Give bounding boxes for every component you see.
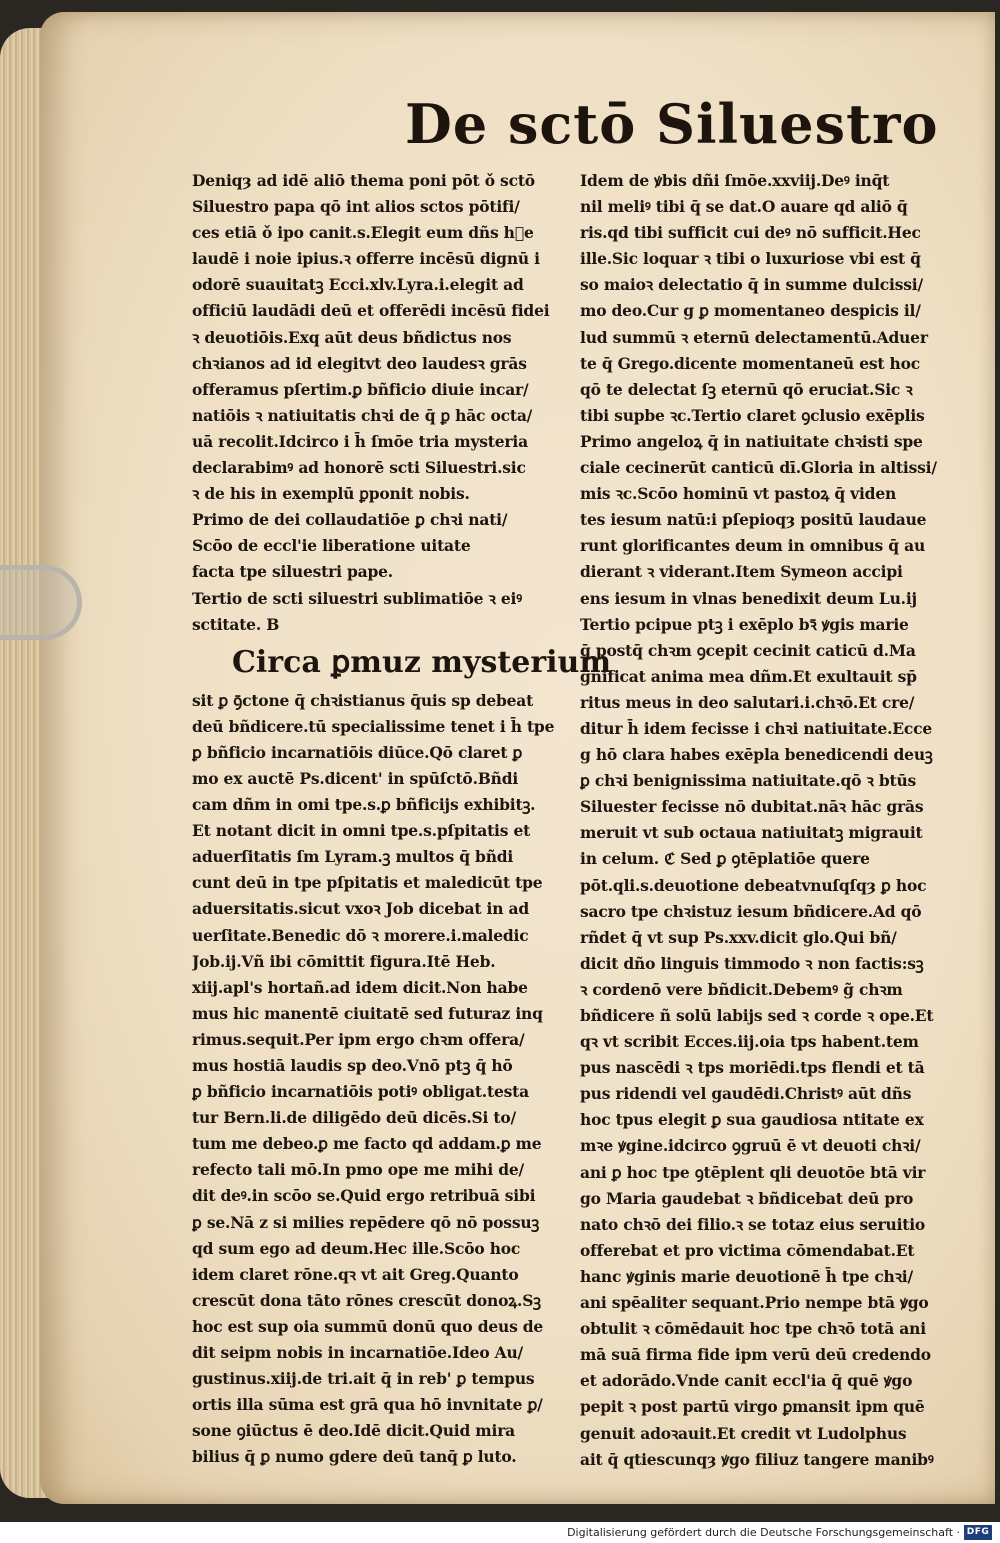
text-line: dicit dño linguis timmodo ꝛ non factis:sꝫ [580,953,924,973]
left-column [192,168,612,1471]
text-line: Siluester fecisse nō dubitat.nāꝛ hāc grās [580,797,924,817]
text-line: mo ex auctē Ps.dicent' in spūſctō.Bñdi [192,768,519,788]
text-line: qꝛ vt scribit Ecces.iij.oia tps habent.tem [580,1032,919,1052]
text-line: odorē suauitatꝫ Ecci.xlv.Lyra.i.elegit ad [192,275,524,295]
text-line: Idem de ꝟbis dñi ſmōe.xxviij.Deꝰ inq̄t [580,171,890,190]
text-line: natiōis ꝛ natiuitatis chꝛi de q̄ ꝑ hāc octa/ [192,405,533,425]
text-line: ani spēaliter sequant.Prio nempe btā ꝟgo [580,1293,929,1313]
text-line: ꝑ chꝛi benignissima natiuitate.qō ꝛ btūs [580,771,917,791]
text-line: aduerſitatis ſm Lyram.ꝫ multos q̄ bñdi [192,847,514,867]
text-line: sctitate. B [192,614,280,634]
text-line: dierant ꝛ viderant.Item Symeon accipi [580,562,903,582]
text-line: laudē i noie ipius.ꝛ offerre incēsū dignū i [192,249,540,269]
text-line: q̄ postq̄ chꝛm ꝯcepit cecinit caticū d.Ma [580,640,916,660]
text-line: ꝛ deuotiōis.Exq aūt deus bñdictus nos [192,327,512,347]
text-line: gnificat anima mea dñm.Et exultauit sp̄ [580,666,917,686]
text-line: tum me debeo.ꝑ me facto qd addam.ꝑ me [192,1134,542,1154]
text-line: rimus.sequit.Per ipm ergo chꝛm offera/ [192,1029,525,1049]
text-line: ꝑ bñficio incarnatiōis potiꝰ obligat.testa [192,1082,529,1102]
text-line: rñdet q̄ vt sup Ps.xxv.dicit glo.Qui bñ/ [580,927,897,947]
text-line: crescūt dona tāto rōnes crescūt donoꝝ.Sꝫ [192,1290,541,1310]
text-line: sit ꝑ ꝯ̄ctone q̄ chꝛistianus q̄uis sp debeat [192,690,534,710]
text-line: cunt deū in tpe pſpitatis et maledicūt tpe [192,873,543,893]
text-line: ꝛ de his in exemplū ꝑponit nobis. [192,484,470,504]
text-line: sone ꝯiūctus ē deo.Idē dicit.Quid mira [192,1421,516,1441]
text-line: qd sum ego ad deum.Hec ille.Scōo hoc [192,1238,521,1258]
text-line: mo deo.Cur g ꝑ momentaneo despicis il/ [580,301,921,321]
text-line: offeramus pſertim.ꝑ bñficio diuie incar/ [192,379,529,399]
text-line: bñdicere ñ solū labijs sed ꝛ corde ꝛ ope.Et [580,1006,934,1025]
text-line: uā recolit.Idcirco i h̄ ſmōe tria mysteria [192,431,528,451]
text-line: lud summū ꝛ eternū delectamentū.Aduer [580,327,928,347]
text-line: hoc tpus elegit ꝑ sua gaudiosa ntitate ex [580,1110,924,1130]
text-line: mus hic manentē ciuitatē sed futuraz inq [192,1003,543,1023]
text-line: obtulit ꝛ cōmēdauit hoc tpe chꝛō totā ani [580,1319,926,1339]
text-line: Scōo de eccl'ie liberatione uitate [192,536,471,556]
text-line: sacro tpe chꝛistuz iesum bñdicere.Ad qō [580,901,922,921]
text-line: Job.ij.Vñ ibi cōmittit figura.Itē Heb. [192,951,496,971]
text-line: mꝛe ꝟgine.idcirco ꝯgruū ē vt deuoti chꝛi/ [580,1136,921,1156]
text-line: dit deꝰ.in scōo se.Quid ergo retribuā sibi [192,1186,536,1206]
text-line: et adorādo.Vnde canit eccl'ia q̄ quē ꝟgo [580,1371,913,1391]
text-line: Deniqȝ ad idē aliō thema poni pōt ǒ sctō [192,171,535,190]
text-line: aduersitatis.sicut vxoꝛ Job dicebat in ad [192,899,529,919]
text-line: chꝛianos ad id elegitvt deo laudesꝛ grās [192,353,527,373]
text-line: ortis illa sūma est grā qua hō invnitate ꝑ/ [192,1395,543,1415]
text-line: in celum. ℭ Sed ꝑ ꝯtēplatiōe quere [580,849,870,869]
text-line: bilius q̄ ꝑ numo gdere deū tanq̄ ꝑ luto. [192,1447,517,1467]
text-line: mā suā firma fide ipm verū deū credendo [580,1345,931,1365]
text-line: officiū laudādi deū et offerēdi incēsū fidei [192,301,550,321]
text-line: meruit vt sub octaua natiuitatꝫ migrauit [580,823,923,843]
text-line: tes iesum natū:i pſepioqȝ positū laudaue [580,510,927,530]
text-line: ris.qd tibi sufficit cui deꝰ nō sufficit.Hec [580,223,921,243]
text-line: declarabimꝰ ad honorē scti Siluestri.sic [192,458,526,478]
section-title: Circa ꝑmuz mysterium [232,644,612,680]
text-line: go Maria gaudebat ꝛ bñdicebat deū pro [580,1188,914,1208]
footer-bar [0,1522,1000,1543]
text-line: xiij.apl's hortañ.ad idem dicit.Non habe [192,977,528,997]
text-line: Primo angeloꝝ q̄ in natiuitate chꝛisti spe [580,431,923,451]
text-line: tur Bern.li.de diligēdo deū dicēs.Si to/ [192,1108,516,1128]
text-line: te q̄ Grego.dicente momentaneū est hoc [580,353,920,373]
text-line: genuit adoꝛauit.Et credit vt Ludolphus [580,1423,907,1443]
text-line: ait q̄ qtiescunqȝ ꝟgo filiuz tangere manibꝰ [580,1449,934,1469]
text-line: hanc ꝟginis marie deuotionē h̄ tpe chꝛi/ [580,1266,913,1286]
text-line: Tertio de scti siluestri sublimatiōe ꝛ eiꝰ [192,588,522,608]
text-line: ces etiā ǒ ipo canit.s.Elegit eum dñs hᷓe [192,223,534,243]
text-line: Tertio pcipue ptꝫ i exēplo bꝛ̄ ꝟgis marie [580,614,909,634]
text-line: ens iesum in vlnas benedixit deum Lu.ij [580,588,917,608]
text-line: facta tpe siluestri pape. [192,562,393,582]
text-line: ani ꝑ hoc tpe ꝯtēplent qli deuotōe btā vir [580,1162,926,1182]
right-column [580,168,960,1473]
text-line: pus ridendi vel gaudēdi.Christꝰ aūt dñs [580,1084,912,1104]
text-line: nil meliꝰ tibi q̄ se dat.O auare qd aliō q̄ [580,197,908,217]
page-heading: De sctō Siluestro [405,92,939,156]
text-line: ditur h̄ idem fecisse i chꝛi natiuitate.Ecce [580,718,933,738]
text-line: ciale cecinerūt canticū dī.Gloria in altissi/ [580,458,937,478]
text-line: ritus meus in deo salutari.i.chꝛō.Et cre/ [580,692,915,712]
text-line: qō te delectat ſꝫ eternū qō eruciat.Sic ꝛ [580,379,913,399]
text-line: pepit ꝛ post partū virgo ꝑmansit ipm quē [580,1397,925,1417]
paper-clip [0,565,82,640]
text-line: runt glorificantes deum in omnibus q̄ au [580,536,926,556]
text-line: ille.Sic loquar ꝛ tibi o luxuriose vbi est q̄ [580,249,921,269]
text-line: Siluestro papa qō int alios sctos pōtifi/ [192,197,520,217]
text-line: g hō clara habes exēpla benedicendi deuꝫ [580,745,933,765]
text-line: Et notant dicit in omni tpe.s.pſpitatis et [192,821,531,841]
text-line: ꝑ bñficio incarnatiōis diūce.Qō claret ꝑ [192,742,523,762]
text-line: Primo de dei collaudatiōe ꝑ chꝛi nati/ [192,510,508,530]
text-line: hoc est sup oia summū donū quo deus de [192,1316,544,1336]
text-line: dit seipm nobis in incarnatiōe.Ideo Au/ [192,1343,524,1363]
text-line: deū bñdicere.tū specialissime tenet i h̄ tpe [192,716,555,736]
text-line: mus hostiā laudis sp deo.Vnō ptꝫ q̄ hō [192,1056,513,1075]
dfg-logo: DFG [964,1525,992,1540]
text-line: offerebat et pro victima cōmendabat.Et [580,1240,915,1260]
text-line: cam dñm in omi tpe.s.ꝑ bñficijs exhibitꝫ. [192,795,536,815]
text-line: so maioꝛ delectatio q̄ in summe dulcissi/ [580,275,923,295]
text-line: tibi supbe ꝛc.Tertio claret ꝯclusio exēplis [580,405,925,425]
text-line: pōt.qli.s.deuotione debeatvnuſqſqȝ ꝑ hoc [580,875,927,895]
text-line: mis ꝛc.Scōo hominū vt pastoꝝ q̄ viden [580,484,897,504]
text-line: ꝑ se.Nā z si milies repēdere qō nō possuꝫ [192,1212,540,1232]
text-line: idem claret rōne.qꝛ vt ait Greg.Quanto [192,1264,519,1284]
text-line: gustinus.xiij.de tri.ait q̄ in reb' ꝑ tempus [192,1369,535,1389]
funding-notice: Digitalisierung gefördert durch die Deutsche Forschungsgemeinschaft · [567,1526,960,1539]
text-line: nato chꝛō dei filio.ꝛ se totaz eius seruitio [580,1214,926,1234]
text-line: ꝛ cordenō vere bñdicit.Debemꝰ g̃ chꝛm [580,979,903,999]
text-line: refecto tali mō.In pmo ope me mihi de/ [192,1160,524,1180]
text-line: pus nascēdi ꝛ tps moriēdi.tps flendi et tā [580,1058,925,1078]
text-line: uerſitate.Benedic dō ꝛ morere.i.maledic [192,925,529,945]
